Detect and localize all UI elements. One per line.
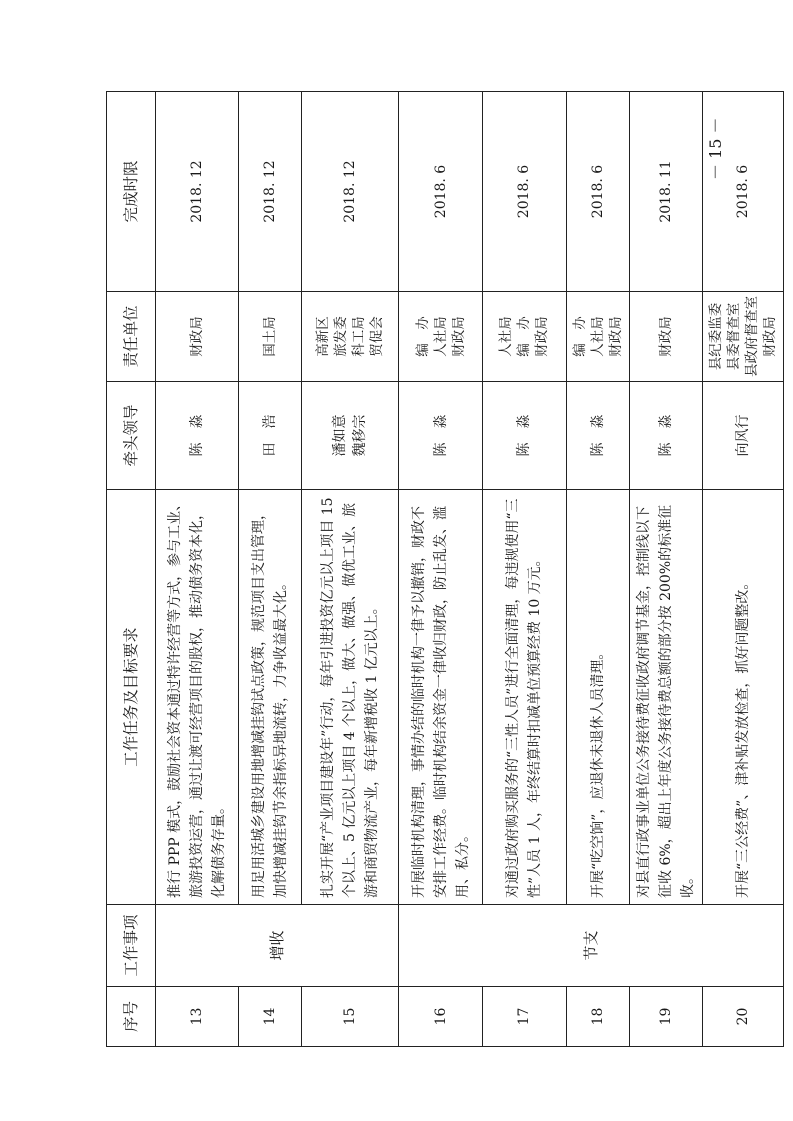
unit-name: 科工局: [351, 316, 368, 357]
unit-name: 编 办: [414, 316, 431, 357]
unit-name: 财政局: [450, 316, 467, 357]
unit-name: 人社局: [498, 316, 515, 357]
unit-name: 财政局: [188, 316, 205, 357]
row-deadline: 2018. 6: [703, 92, 784, 292]
row-deadline: 2018. 6: [482, 92, 566, 292]
leader-name: 陈 淼: [658, 414, 675, 457]
unit-name: 编 办: [571, 316, 588, 357]
row-seq: 19: [629, 987, 703, 1047]
row-leader: [703, 382, 784, 490]
leader-name: 田 浩: [262, 414, 279, 457]
unit-name: 人社局: [589, 316, 606, 357]
unit-name: 贸促会: [369, 316, 386, 357]
row-leader: [482, 382, 566, 490]
row-deadline: 2018. 6: [566, 92, 629, 292]
unit-name: 县纪委监委: [708, 302, 725, 371]
header-unit: 责任单位: [107, 292, 156, 382]
unit-name: 县政府督查室: [744, 296, 761, 377]
unit-name: 国土局: [262, 316, 279, 357]
unit-name: 县委督查室: [726, 302, 743, 371]
row-leader: [566, 382, 629, 490]
row-leader: [629, 382, 703, 490]
unit-name: 财政局: [762, 316, 779, 357]
table-row: [399, 92, 483, 1047]
unit-name: 编 办: [516, 316, 533, 357]
row-requirement: 推行 PPP 模式，鼓励社会资本通过特许经营等方式，参与工业、旅游投资运营，通过让渡可经营项目的股权，推动债务资本化，化解债务存量。: [155, 490, 239, 905]
unit-name: 财政局: [607, 316, 624, 357]
row-seq: 15: [302, 987, 399, 1047]
table-row: [703, 92, 784, 1047]
row-seq: 13: [155, 987, 239, 1047]
row-requirement: 开展“三公经费”、津补贴发放检查，抓好问题整改。: [703, 490, 784, 905]
header-requirement: 工作任务及目标要求: [107, 490, 156, 905]
row-unit: [399, 292, 483, 382]
leader-name: 魏移宗: [352, 414, 369, 457]
row-deadline: 2018. 6: [399, 92, 483, 292]
table-row: [566, 92, 629, 1047]
table-row: [155, 92, 239, 1047]
row-unit: [239, 292, 302, 382]
unit-name: 财政局: [658, 316, 675, 357]
header-row: [107, 92, 156, 1047]
row-seq: 16: [399, 987, 483, 1047]
header-category: 工作事项: [107, 905, 156, 987]
table-row: [482, 92, 566, 1047]
row-leader: [239, 382, 302, 490]
row-deadline: 2018. 11: [629, 92, 703, 292]
row-deadline: 2018. 12: [155, 92, 239, 292]
row-leader: [399, 382, 483, 490]
row-requirement: 对县直行政事业单位公务接待费征收政府调节基金，控制线以下征收 6%，超出上年度公务接待费总额的部分按 200%的标准征收。: [629, 490, 703, 905]
leader-name: 向风行: [735, 414, 752, 457]
page-number: － 15 －: [706, 117, 725, 180]
row-requirement: 开展“吃空饷”，应退休未退休人员清理。: [566, 490, 629, 905]
table-row: [302, 92, 399, 1047]
row-unit: [302, 292, 399, 382]
header-deadline: 完成时限: [107, 92, 156, 292]
row-deadline: 2018. 12: [302, 92, 399, 292]
unit-name: 财政局: [534, 316, 551, 357]
row-requirement: 扎实开展“产业项目建设年”行动，每年引进投资亿元以上项目 15 个以上、5 亿元以上项目 4 个以上，做大、做强、做优工业、旅游和商贸物流产业，每年新增税收 1 亿元以上。: [302, 490, 399, 905]
row-unit: [703, 292, 784, 382]
row-leader: [302, 382, 399, 490]
row-unit: [566, 292, 629, 382]
table-row: [629, 92, 703, 1047]
row-unit: [155, 292, 239, 382]
row-seq: 18: [566, 987, 629, 1047]
category-increase: 增收: [155, 905, 399, 987]
row-leader: [155, 382, 239, 490]
row-seq: 20: [703, 987, 784, 1047]
unit-name: 人社局: [432, 316, 449, 357]
row-unit: [629, 292, 703, 382]
leader-name: 潘如意: [332, 414, 349, 457]
row-requirement: 对通过政府购买服务的“三性人员”进行全面清理，每违规使用“三性”人员 1 人，年终结算时扣减单位预算经费 10 万元。: [482, 490, 566, 905]
rotated-page-content: [106, 92, 784, 1047]
unit-name: 高新区: [315, 316, 332, 357]
leader-name: 陈 淼: [516, 414, 533, 457]
work-task-table: [106, 91, 784, 1047]
leader-name: 陈 淼: [188, 414, 205, 457]
header-seq: 序号: [107, 987, 156, 1047]
unit-name: 旅发委: [333, 316, 350, 357]
table-row: [239, 92, 302, 1047]
category-save: 节支: [399, 905, 784, 987]
row-unit: [482, 292, 566, 382]
row-seq: 14: [239, 987, 302, 1047]
row-deadline: 2018. 12: [239, 92, 302, 292]
row-seq: 17: [482, 987, 566, 1047]
leader-name: 陈 淼: [589, 414, 606, 457]
row-requirement: 开展临时机构清理，事情办结的临时机构一律予以撤销，财政不安排工作经费。临时机构结余资金一律收归财政，防止乱发、滥用、私分。: [399, 490, 483, 905]
header-leader: 牵头领导: [107, 382, 156, 490]
row-requirement: 用足用活城乡建设用地增减挂钩试点政策，规范项目支出管理，加快增减挂钩节余指标异地流转，力争收益最大化。: [239, 490, 302, 905]
leader-name: 陈 淼: [432, 414, 449, 457]
